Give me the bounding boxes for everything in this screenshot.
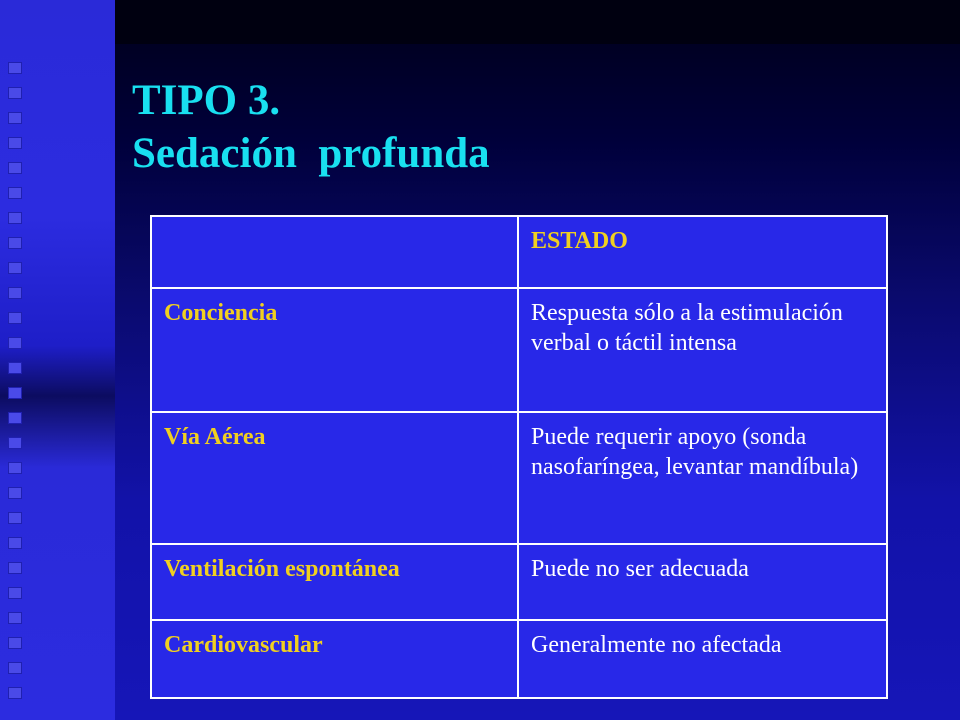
left-decor-bar [0, 0, 115, 720]
decor-squares [8, 62, 30, 712]
header-empty-cell [151, 216, 518, 288]
row-value-conciencia: Respuesta sólo a la estimulación verbal o táctil intensa [518, 288, 887, 412]
top-band [115, 0, 960, 44]
table-row [151, 288, 887, 412]
table-row [151, 412, 887, 544]
title-line-1: TIPO 3. [132, 77, 281, 124]
row-label-conciencia: Conciencia [151, 288, 518, 412]
row-value-via-aerea: Puede requerir apoyo (sonda nasofaríngea, levantar mandíbula) [518, 412, 887, 544]
sedation-table [150, 215, 888, 699]
row-value-ventilacion: Puede no ser adecuada [518, 544, 887, 620]
title-line-2: Sedación profunda [132, 130, 490, 177]
table-row [151, 544, 887, 620]
slide-title [132, 74, 490, 180]
row-value-cardiovascular: Generalmente no afectada [518, 620, 887, 698]
table-row [151, 620, 887, 698]
row-label-via-aerea: Vía Aérea [151, 412, 518, 544]
column-header-estado: ESTADO [518, 216, 887, 288]
row-label-cardiovascular: Cardiovascular [151, 620, 518, 698]
row-label-ventilacion: Ventilación espontánea [151, 544, 518, 620]
table-header-row [151, 216, 887, 288]
